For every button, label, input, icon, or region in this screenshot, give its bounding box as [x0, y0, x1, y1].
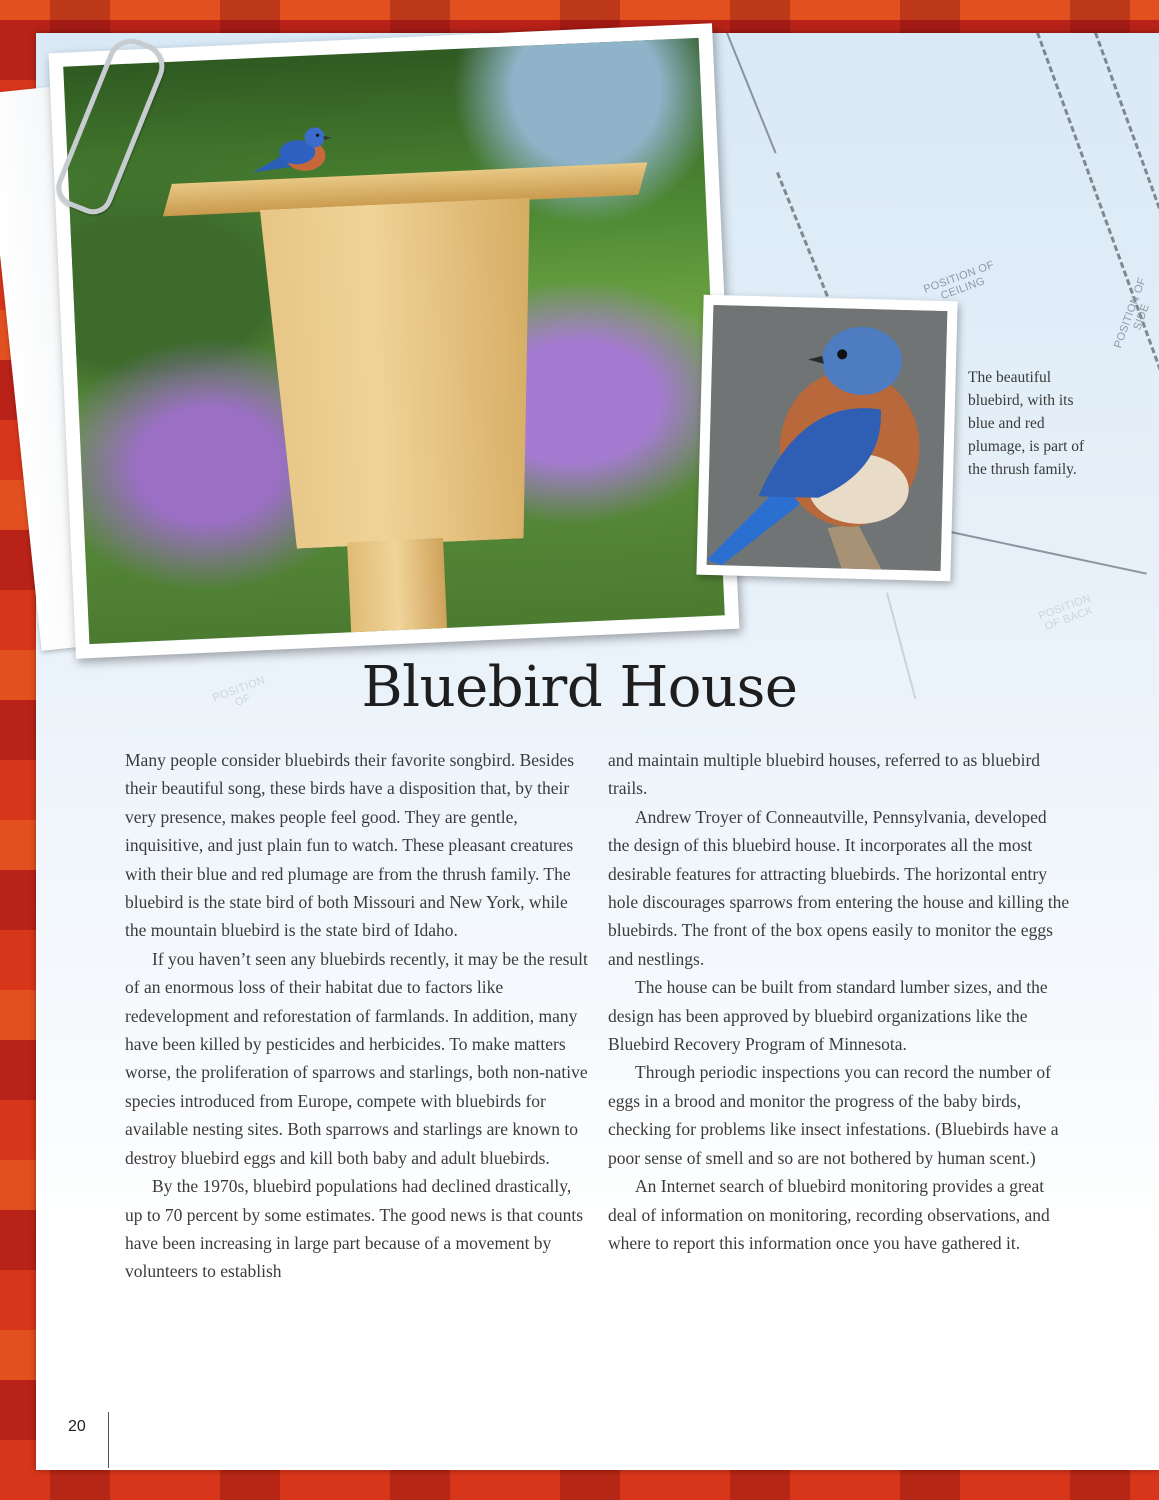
paragraph: By the 1970s, bluebird populations had declined drastically, up to 70 percent by some estimates. The good news is that counts have been increasing in large part because of a movement by volunteers to establish — [125, 1176, 583, 1282]
paragraph: Through periodic inspections you can record the number of eggs in a brood and monitor the progress of the baby birds, checking for problems like insect infestations. (Bluebirds have a poor sense of smell and so are not bothered by human scent.) — [608, 1062, 1059, 1168]
birdhouse-body — [260, 198, 545, 550]
blueprint-label-ceiling: POSITION OF CEILING — [922, 259, 996, 303]
blueprint-label-faint: POSITION OF — [211, 674, 267, 709]
paragraph: Andrew Troyer of Conneautville, Pennsylvania, developed the design of this bluebird house. It incorporates all the most desirable features for attracting bluebirds. The horizontal entry hole discourages sparrows from entering the house and killing the bluebirds. The front of the box opens easily to monitor the eggs and nestlings. — [608, 806, 1070, 969]
blueprint-label-back: POSITION OF BACK — [1037, 592, 1095, 633]
birdhouse-photo — [63, 38, 725, 644]
birdhouse-post — [347, 538, 448, 644]
page-number-divider — [108, 1412, 109, 1468]
bluebird-closeup-icon — [707, 305, 948, 571]
bluebird-on-roof-icon — [246, 120, 339, 184]
bluebird-closeup-photo — [707, 305, 948, 571]
paragraph: An Internet search of bluebird monitoring provides a great deal of information on monitoring, recording observations, and where to report this information once you have gathered it. — [608, 1176, 1050, 1253]
paragraph: If you haven’t seen any bluebirds recently, it may be the result of an enormous loss of their habitat due to factors like redevelopment and reforestation of farmlands. In addition, many have been killed by pesticides and herbicides. To make matters worse, the proliferation of sparrows and starlings, both non-native species introduced from Europe, compete with bluebirds for available nesting sites. Both sparrows and starlings are known to destroy bluebird eggs and kill both baby and adult bluebirds. — [125, 948, 588, 1168]
paragraph: Many people consider bluebirds their favorite songbird. Besides their beautiful song, these birds have a disposition that, by their very presence, makes people feel good. They are gentle, inquisitive, and just plain fun to watch. These pleasant creatures with their blue and red plumage are from the thrush family. The bluebird is the state bird of both Missouri and New York, while the mountain bluebird is the state bird of Idaho. — [125, 750, 575, 941]
main-photo-frame — [49, 23, 740, 658]
blueprint-label-side: POSITION OF SIDE — [1112, 276, 1152, 350]
body-column-left — [125, 746, 589, 1286]
paragraph: The house can be built from standard lumber sizes, and the design has been approved by bluebird organizations like the Bluebird Recovery Program of Minnesota. — [608, 977, 1048, 1055]
paragraph: and maintain multiple bluebird houses, referred to as bluebird trails. — [608, 750, 1041, 799]
body-column-right — [608, 746, 1072, 1257]
inset-photo-frame — [696, 295, 957, 582]
blueprint-line — [726, 33, 777, 154]
photo-caption: The beautiful bluebird, with its blue and red plumage, is part of the thrush family. — [968, 369, 1085, 478]
page-number: 20 — [68, 1418, 86, 1435]
blueprint-line — [941, 529, 1147, 575]
page-title: Bluebird House — [361, 655, 798, 720]
